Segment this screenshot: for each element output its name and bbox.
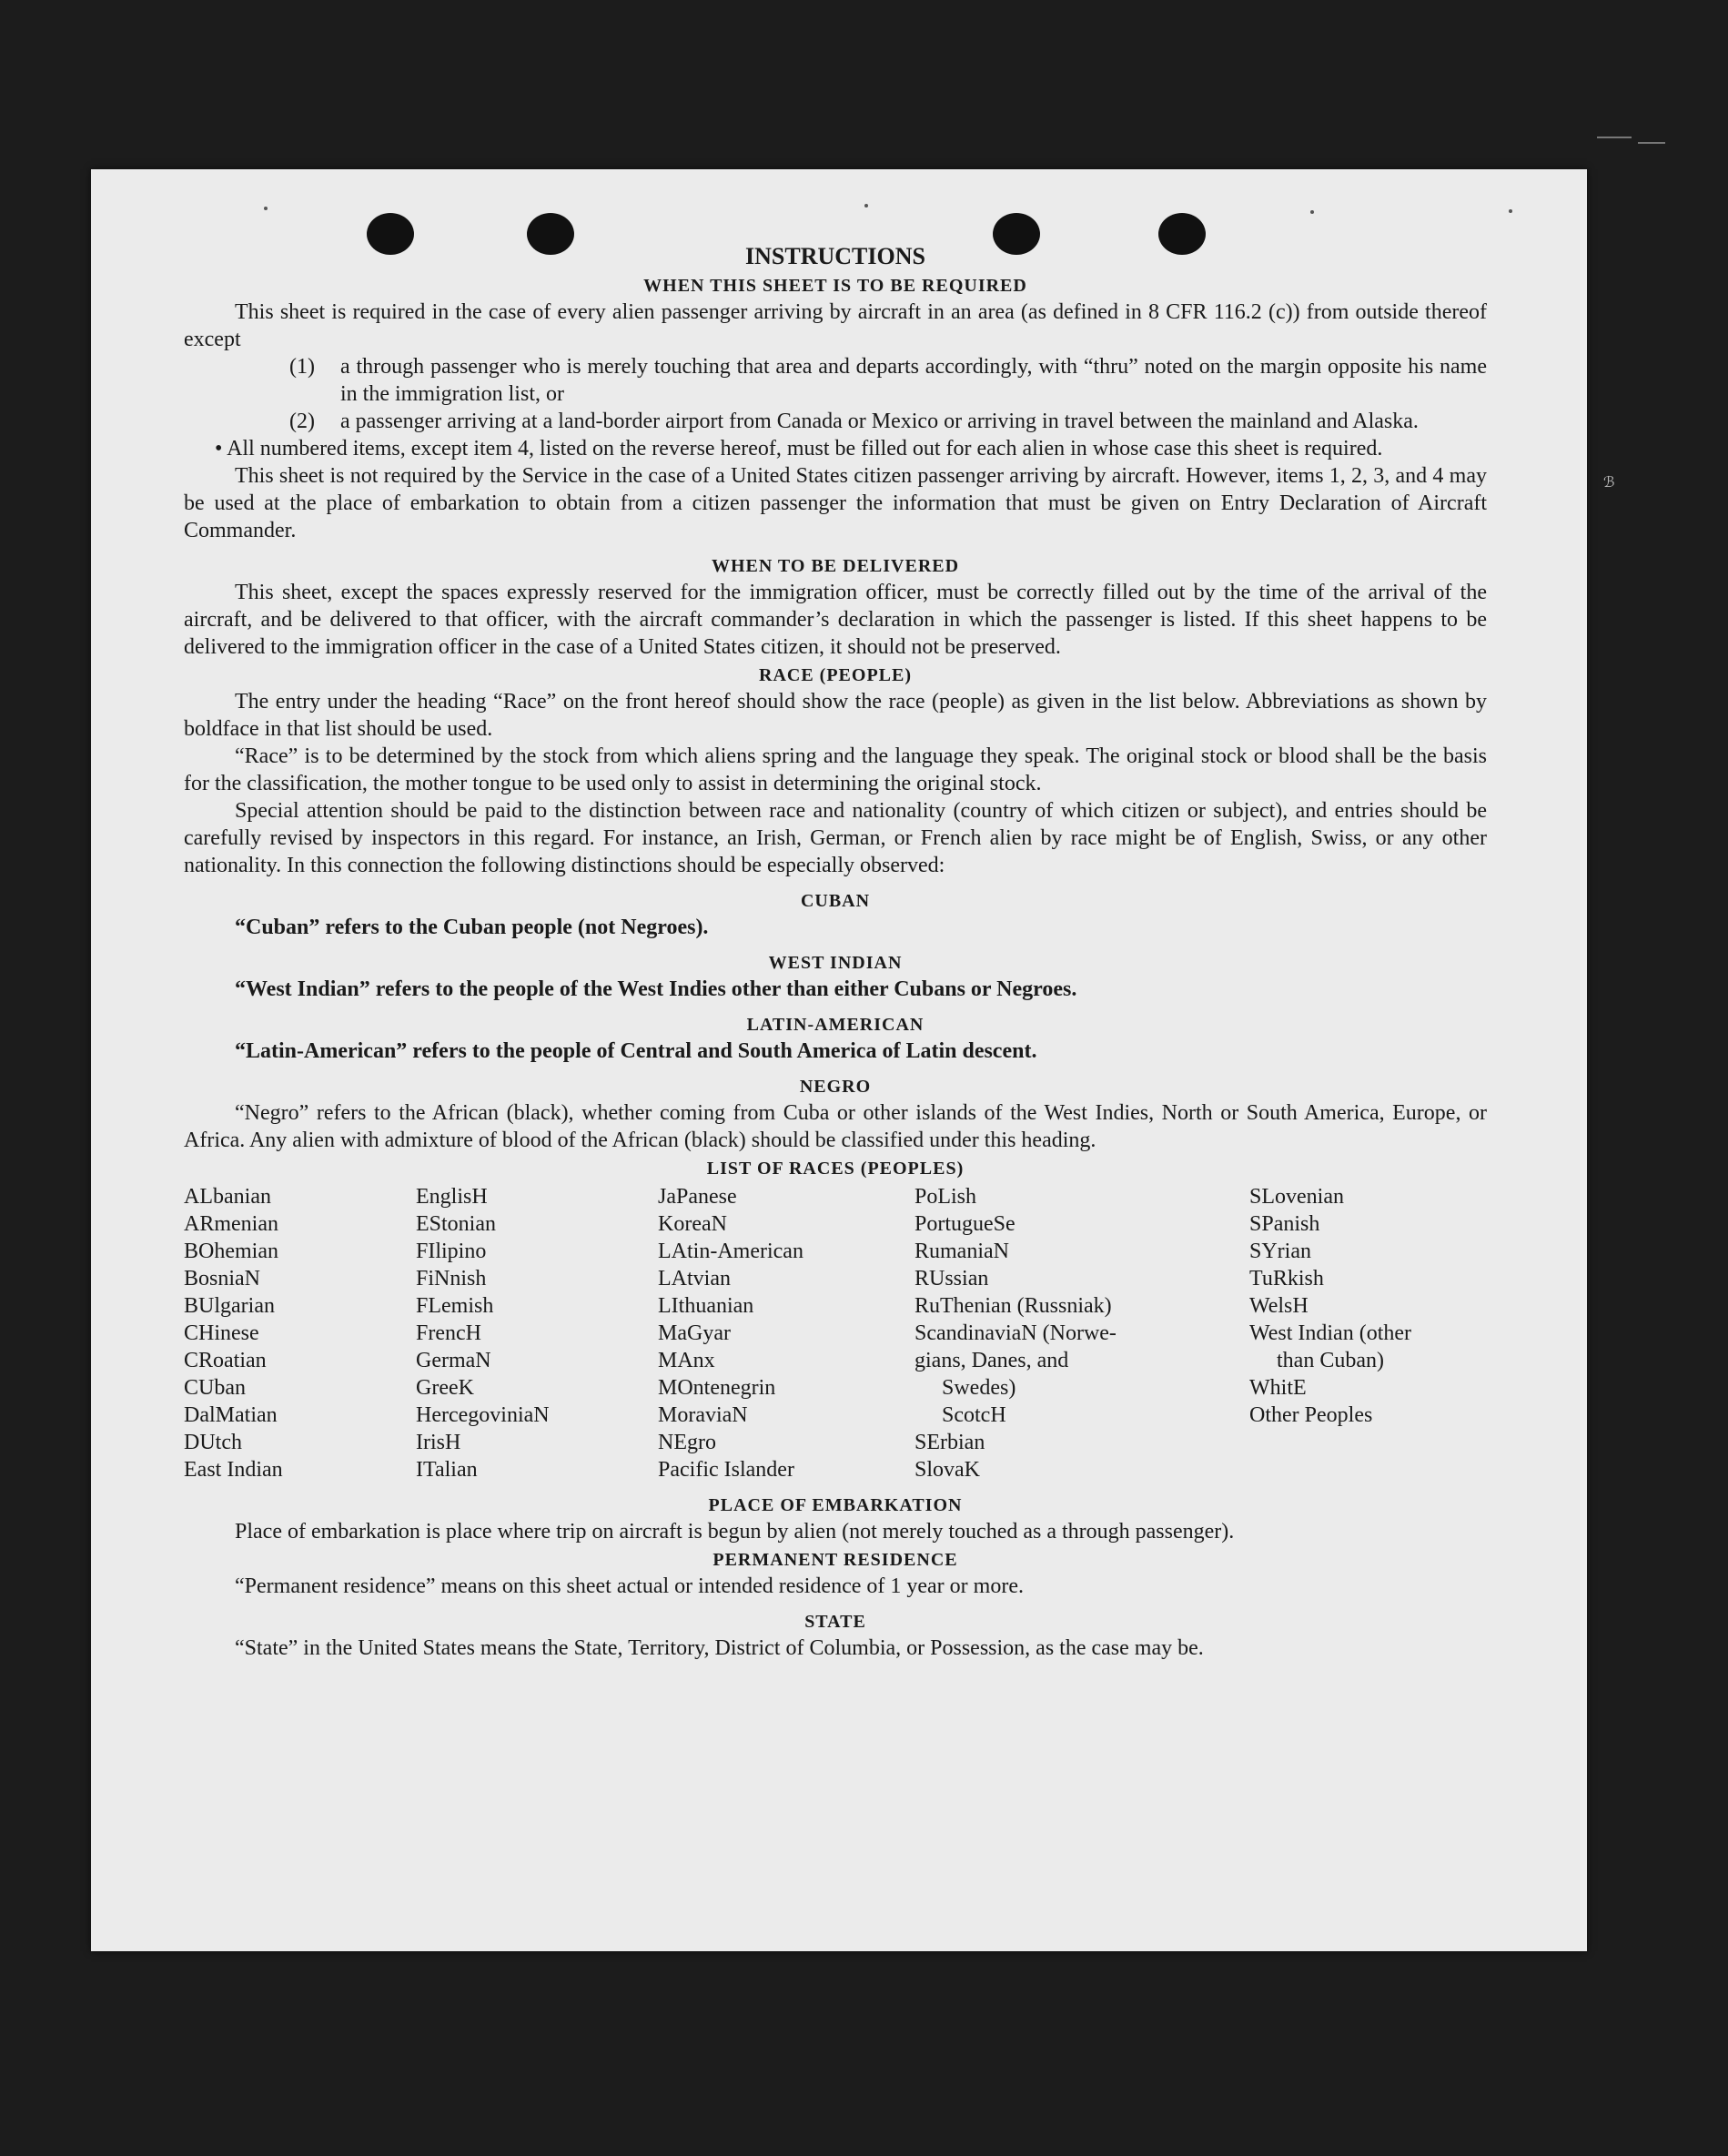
definition-heading-negro: NEGRO <box>799 1077 872 1097</box>
race-entry: TuRkish <box>1249 1267 1324 1291</box>
race-entry: LAtvian <box>658 1267 731 1291</box>
race-entry: Other Peoples <box>1249 1403 1373 1427</box>
race-entry: IrisH <box>416 1431 461 1454</box>
paragraph: This sheet is not required by the Service in the case of a United States citizen passenger arriving by aircraft. However, items 1, 2, 3, and 4 may be used at the place of embarkation to obtain from a citizen passenger the information that must be given on Entry Declaration of Aircraft Commander. <box>184 464 1487 542</box>
exception-item: (2) a passenger arriving at a land-border airport from Canada or Mexico or arriving in travel between the mainland and Alaska. <box>289 410 1419 433</box>
race-column <box>658 1183 915 1483</box>
instructions-text <box>184 242 1487 1662</box>
section-heading-when-delivered: WHEN TO BE DELIVERED <box>711 556 960 576</box>
race-entry: gians, Danes, and <box>915 1349 1069 1372</box>
race-entry: FrencH <box>416 1321 481 1345</box>
section-heading-state: STATE <box>804 1612 866 1632</box>
race-entry: BOhemian <box>184 1240 278 1263</box>
race-entry: BosniaN <box>184 1267 260 1291</box>
race-entry: CUban <box>184 1376 246 1400</box>
paragraph: This sheet is required in the case of every alien passenger arriving by aircraft in an area (as defined in 8 CFR 116.2 (c)) from outside thereof except <box>184 300 1487 351</box>
definition-text: “Latin-American” refers to the people of Central and South America of Latin descent. <box>235 1039 1037 1063</box>
race-entry: CRoatian <box>184 1349 267 1372</box>
definition-text: “West Indian” refers to the people of the West Indies other than either Cubans or Negroes. <box>235 977 1077 1001</box>
scan-speck <box>1597 137 1632 138</box>
race-entry: RuThenian (Russniak) <box>915 1294 1112 1318</box>
race-entry: LIthuanian <box>658 1294 754 1318</box>
paper-speck <box>264 207 268 210</box>
section-heading-when-required: WHEN THIS SHEET IS TO BE REQUIRED <box>643 276 1027 296</box>
race-entry: WelsH <box>1249 1294 1309 1318</box>
exception-item: (1) a through passenger who is merely touching that area and departs accordingly, with “thru” noted on the margin opposite his name in the immigration list, or <box>289 355 1487 406</box>
race-entry: GermaN <box>416 1349 491 1372</box>
race-entry: ScandinaviaN (Norwe- <box>915 1321 1117 1345</box>
race-entry: DalMatian <box>184 1403 278 1427</box>
race-list <box>184 1183 1487 1483</box>
paper-speck <box>1310 210 1314 214</box>
section-heading-race: RACE (PEOPLE) <box>759 665 912 685</box>
race-entry: NEgro <box>658 1431 716 1454</box>
race-entry: EnglisH <box>416 1185 488 1209</box>
race-entry: ALbanian <box>184 1185 271 1209</box>
race-entry: SLovenian <box>1249 1185 1344 1209</box>
race-entry-continued: Swedes) <box>942 1376 1016 1400</box>
race-entry: FLemish <box>416 1294 494 1318</box>
race-entry-continued: than Cuban) <box>1277 1349 1384 1372</box>
race-entry: SYrian <box>1249 1240 1311 1263</box>
race-column <box>416 1183 658 1483</box>
race-entry: ITalian <box>416 1458 478 1482</box>
paragraph: “Negro” refers to the African (black), whether coming from Cuba or other islands of the West Indies, North or South America, Europe, or Africa. Any alien with admixture of blood of the African (black) should be classified under this heading. <box>184 1101 1487 1152</box>
race-entry: ARmenian <box>184 1212 278 1236</box>
race-column <box>184 1183 416 1483</box>
race-entry: SPanish <box>1249 1212 1320 1236</box>
definition-text: “Cuban” refers to the Cuban people (not Negroes). <box>235 916 709 939</box>
race-entry: CHinese <box>184 1321 259 1345</box>
race-entry: FIlipino <box>416 1240 487 1263</box>
definition-heading-cuban: CUBAN <box>800 891 871 911</box>
race-column <box>1249 1183 1486 1483</box>
race-entry: KoreaN <box>658 1212 727 1236</box>
section-heading-list-of-races: LIST OF RACES (PEOPLES) <box>706 1159 965 1179</box>
definition-heading-latin-american: LATIN-AMERICAN <box>746 1015 925 1035</box>
paragraph: Place of embarkation is place where trip on aircraft is begun by alien (not merely touched as a through passenger). <box>235 1520 1235 1544</box>
race-entry: West Indian (other <box>1249 1321 1412 1345</box>
race-entry: WhitE <box>1249 1376 1307 1400</box>
race-entry: EStonian <box>416 1212 496 1236</box>
document-sheet <box>91 169 1587 1951</box>
race-entry: FiNnish <box>416 1267 487 1291</box>
race-entry: MAnx <box>658 1349 715 1372</box>
paragraph: This sheet, except the spaces expressly reserved for the immigration officer, must be correctly filled out by the time of the arrival of the aircraft, and be delivered to that officer, with the aircraft commander’s declaration in which the passenger is listed. If this sheet happens to be delivered to the immigration officer in the case of a United States citizen, it should not be preserved. <box>184 581 1487 659</box>
race-entry: East Indian <box>184 1458 283 1482</box>
paper-speck <box>864 204 868 208</box>
race-entry: SErbian <box>915 1431 985 1454</box>
race-entry: PortugueSe <box>915 1212 1016 1236</box>
scan-speck <box>1638 142 1665 144</box>
race-column <box>915 1183 1249 1483</box>
race-entry: RumaniaN <box>915 1240 1009 1263</box>
section-heading-permanent-residence: PERMANENT RESIDENCE <box>712 1550 958 1570</box>
definition-heading-west-indian: WEST INDIAN <box>768 953 903 973</box>
race-entry: GreeK <box>416 1376 474 1400</box>
paragraph: The entry under the heading “Race” on the front hereof should show the race (people) as given in the list below. Abbreviations as shown by boldface in that list should be used. <box>184 690 1487 741</box>
race-entry: MaGyar <box>658 1321 731 1345</box>
race-entry: MOntenegrin <box>658 1376 776 1400</box>
race-entry: BUlgarian <box>184 1294 275 1318</box>
paragraph: Special attention should be paid to the distinction between race and nationality (country of which citizen or subject), and entries should be carefully revised by inspectors in this regard. For instance, an Irish, German, or French alien by race might be of English, Swiss, or any other nationality. In this connection the following distinctions should be especially observed: <box>184 799 1487 877</box>
race-entry: RUssian <box>915 1267 989 1291</box>
race-entry: HercegoviniaN <box>416 1403 550 1427</box>
race-entry: PoLish <box>915 1185 977 1209</box>
race-entry: Pacific Islander <box>658 1458 794 1482</box>
paper-speck <box>1509 209 1512 213</box>
page-title: INSTRUCTIONS <box>745 243 925 269</box>
race-entry-continued: ScotcH <box>942 1403 1006 1427</box>
paragraph: “Race” is to be determined by the stock from which aliens spring and the language they speak. The original stock or blood shall be the basis for the classification, the mother tongue to be used only to assist in determining the original stock. <box>184 744 1487 795</box>
race-entry: DUtch <box>184 1431 242 1454</box>
race-entry: JaPanese <box>658 1185 737 1209</box>
paragraph: • All numbered items, except item 4, listed on the reverse hereof, must be filled out for each alien in whose case this sheet is required. <box>215 437 1383 461</box>
section-heading-place-of-embarkation: PLACE OF EMBARKATION <box>708 1495 963 1515</box>
paragraph: “State” in the United States means the State, Territory, District of Columbia, or Possession, as the case may be. <box>235 1636 1204 1660</box>
race-entry: SlovaK <box>915 1458 980 1482</box>
paragraph: “Permanent residence” means on this sheet actual or intended residence of 1 year or more. <box>235 1574 1024 1598</box>
scan-artifact-mark: ℬ <box>1603 475 1615 491</box>
race-entry: LAtin-American <box>658 1240 803 1263</box>
race-entry: MoraviaN <box>658 1403 748 1427</box>
